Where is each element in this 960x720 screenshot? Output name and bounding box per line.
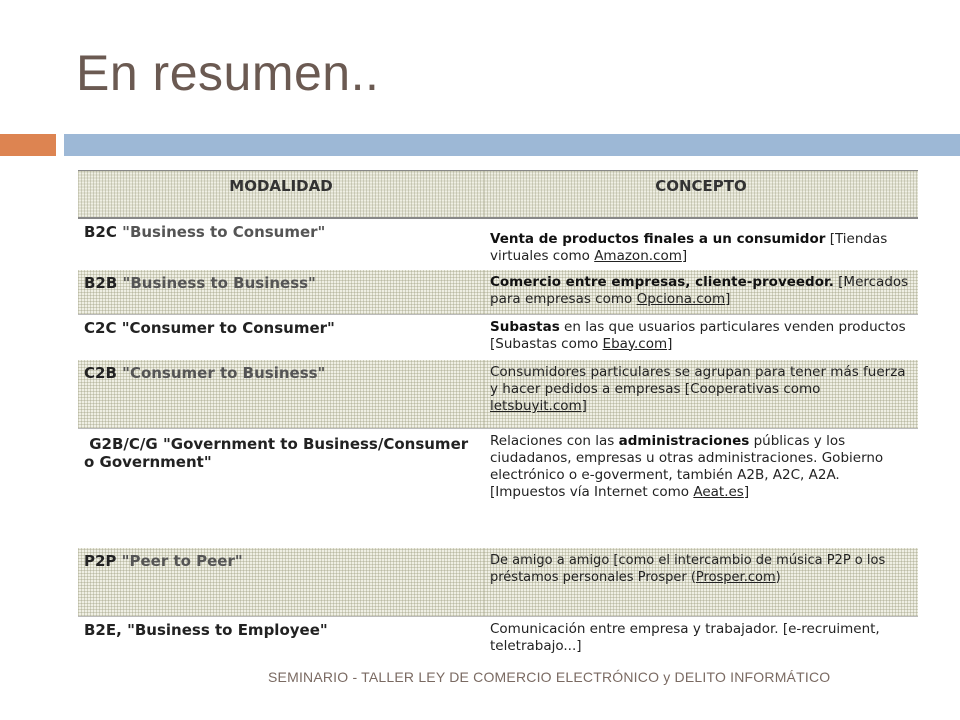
letsbuyit-link[interactable]: letsbuyit.com: [490, 398, 582, 414]
table-header-row: [78, 171, 918, 219]
amazon-link[interactable]: Amazon.com: [594, 248, 682, 264]
concept-cell: De amigo a amigo [como el intercambio de música P2P o los préstamos personales Prosper (Prosper.com): [484, 548, 918, 616]
concept-cell: Consumidores particulares se agrupan para tener más fuerza y hacer pedidos a empresas [Cooperativas como letsbuyit.com]: [484, 360, 918, 428]
modality-cell: C2B "Consumer to Business": [78, 360, 484, 428]
table-row: [78, 270, 918, 314]
modality-cell: B2E, "Business to Employee": [84, 620, 328, 639]
header-concepto: CONCEPTO: [484, 171, 918, 219]
table-row: [78, 616, 918, 658]
ebay-link[interactable]: Ebay.com: [602, 335, 668, 352]
table-row: [78, 548, 918, 616]
concept-cell: Comercio entre empresas, cliente-proveedor. [Mercados para empresas como Opciona.com]: [484, 270, 918, 314]
commerce-modalities-table: [78, 170, 918, 658]
opciona-link[interactable]: Opciona.com: [636, 291, 726, 307]
modality-cell: C2C "Consumer to Consumer": [84, 318, 335, 337]
modality-cell: B2B "Business to Business": [78, 270, 484, 314]
prosper-link[interactable]: Prosper.com: [695, 570, 776, 585]
modality-cell: P2P "Peer to Peer": [78, 548, 484, 616]
header-modalidad: MODALIDAD: [78, 171, 484, 219]
aeat-link[interactable]: Aeat.es: [693, 483, 744, 500]
slide-footer: SEMINARIO - TALLER LEY DE COMERCIO ELECTRÓNICO y DELITO INFORMÁTICO: [268, 669, 831, 685]
concept-cell: Relaciones con las administraciones públicas y los ciudadanos, empresas u otras administraciones. Gobierno electrónico o e-goverment, también A2B, A2C, A2A. [Impuestos vía Internet como Aeat.es]: [490, 432, 884, 500]
concept-cell: Comunicación entre empresa y trabajador. [e-recruiment, teletrabajo...]: [490, 620, 880, 654]
concept-cell: Subastas en las que usuarios particulares venden productos [Subastas como Ebay.com]: [490, 318, 906, 352]
accent-bar-orange: [0, 134, 56, 156]
modality-cell: G2B/C/G "Government to Business/Consumer o Government": [84, 434, 469, 471]
accent-bar-blue: [64, 134, 960, 156]
table-row: [78, 360, 918, 428]
concept-cell: Venta de productos finales a un consumidor [Tiendas virtuales como Amazon.com]: [490, 231, 888, 264]
slide-title: En resumen..: [76, 45, 380, 101]
table-row: [78, 428, 918, 548]
table-row: [78, 314, 918, 360]
table-row: [78, 218, 918, 270]
modality-cell: B2C "Business to Consumer": [84, 223, 326, 241]
